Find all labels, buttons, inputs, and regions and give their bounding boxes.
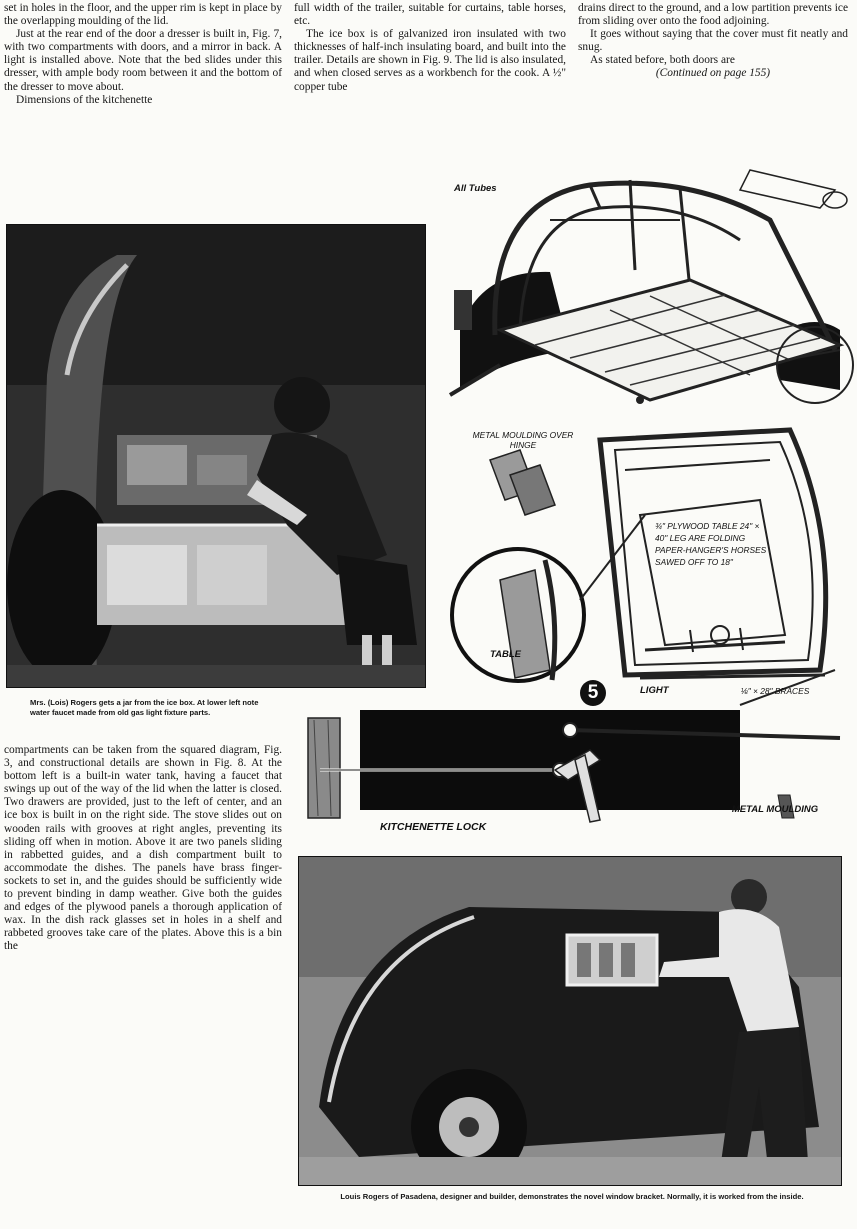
text-column-top-left [4, 2, 282, 107]
continued-note: (Continued on page 155) [655, 67, 771, 80]
paragraph: full width of the trailer, suitable for curtains, table horses, etc. [294, 2, 566, 28]
figure-number-badge: 5 [580, 680, 606, 706]
paragraph: drains direct to the ground, and a low partition prevents ice from sliding over onto the food adjoining. [578, 2, 848, 28]
photo-left-caption: Mrs. (Lois) Rogers gets a jar from the ice box. At lower left note water faucet made from old gas light fixture parts. [30, 698, 259, 717]
fig5-illustration [440, 420, 854, 722]
braces-label: ⅛" × 28" BRACES [740, 686, 810, 696]
text-column-top-right [578, 2, 848, 81]
paragraph: It goes without saying that the cover must fit neatly and snug. [578, 28, 848, 54]
kitchenette-lock-drawing [300, 700, 854, 848]
photo-builder-window-bracket [298, 856, 842, 1186]
paragraph: As stated before, both doors are [590, 54, 735, 67]
table-label: TABLE [490, 649, 521, 660]
all-tubes-label: All Tubes [454, 183, 497, 194]
photo-bottom-caption: Louis Rogers of Pasadena, designer and builder, demonstrates the novel window bracket. Normally, it is worked from the inside. [340, 1192, 804, 1201]
paragraph: Dimensions of the kitchenette [16, 93, 153, 106]
metal-moulding-hinge-label: METAL MOULDING OVER HINGE [472, 430, 574, 450]
paragraph: Just at the rear end of the door a dresser is built in, Fig. 7, with two compartments with doors, and a mirror in back. A light is installed above. Note that the bed slides under this dresser, with ample body room between it and the bottom of the dresser to move about. [4, 28, 282, 93]
plywood-table-label: ¾" PLYWOOD TABLE 24" × 40" LEG ARE FOLDING PAPER-HANGER'S HORSES SAWED OFF TO 18" [655, 521, 767, 567]
paragraph: The ice box is of galvanized iron insulated with two thicknesses of half-inch insulating board, and built into the trailer. Details are shown in Fig. 9. The lid is also insulated, and when closed serves as a workbench for the cook. A ½" copper tube [294, 28, 566, 93]
paragraph: compartments can be taken from the squared diagram, Fig. 3, and constructional details are shown in Fig. 8. At the bottom left is a built-in water tank, having a faucet that swings up out of the way of the lid when the latter is closed. Two drawers are provided, just to the left of center, and an ice box is built in on the right side. The stove slides out on wooden rails with grooves at right angles, preventing its sliding off when in motion. Above it are two panels sliding in rabbetted guides, and a dish compartment built to accommodate the dishes. The panels have brass finger-sockets to set in, and the guides should be sufficiently wide to prevent binding in damp weather. Give both the guides and edges of the plywood panels a thorough application of wax. In the dish rack glasses set in holes in a shelf and rabbeted grooves take care of the plates. Above this is a bin the [4, 744, 282, 953]
metal-moulding-label: METAL MOULDING [731, 804, 819, 815]
trailer-frame-illustration [440, 160, 854, 408]
text-column-top-middle [294, 2, 566, 94]
light-label: LIGHT [640, 685, 669, 696]
trailer-frame-drawing [440, 160, 854, 408]
photo-woman-at-icebox [6, 224, 426, 688]
kitchenette-lock-label: KITCHENETTE LOCK [380, 821, 487, 833]
text-column-bottom-left [4, 744, 282, 1228]
fig5-cabinet-drawing [440, 420, 854, 722]
paragraph: set in holes in the floor, and the upper rim is kept in place by the overlapping moulding of the lid. [4, 2, 282, 28]
